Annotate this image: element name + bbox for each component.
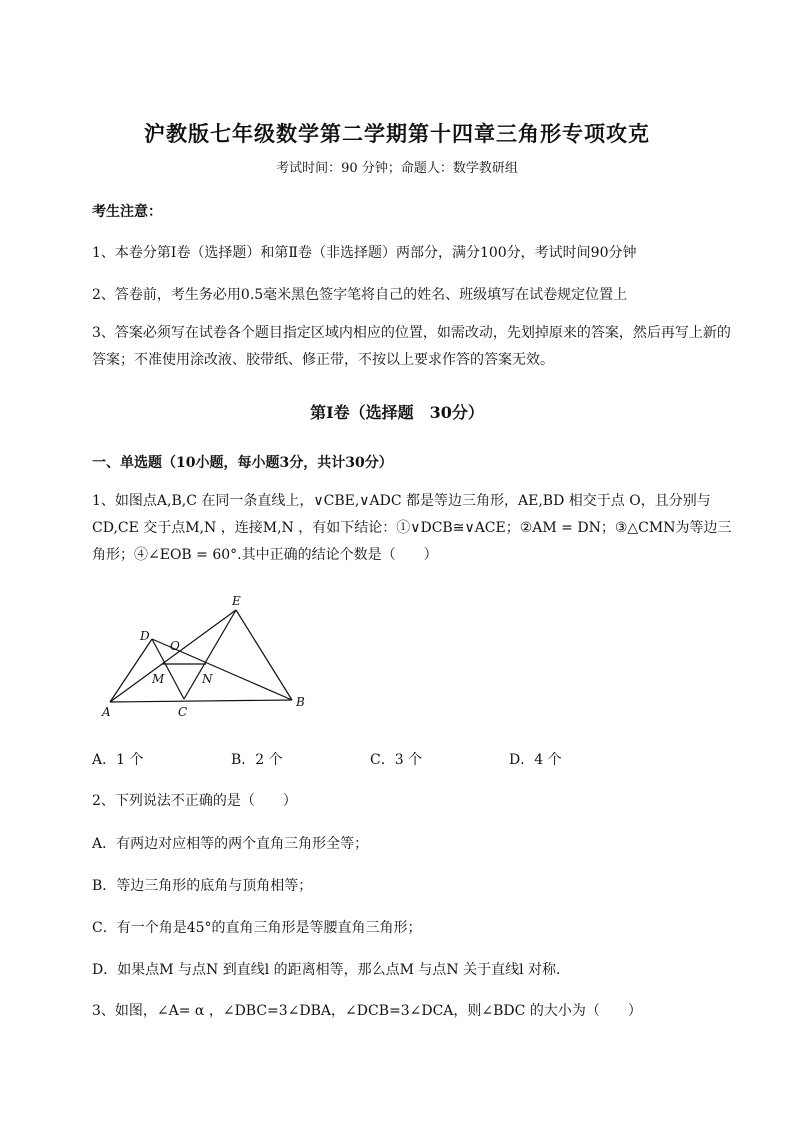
notice-3: 3、答案必须写在试卷各个题目指定区域内相应的位置，如需改动，先划掉原来的答案，然后再写上新的答案；不准使用涂改液、胶带纸、修正带，不按以上要求作答的答案无效。 [92,325,731,368]
notice-heading: 考生注意： [92,204,162,220]
q2-option-b: B．等边三角形的底角与顶角相等； [92,878,313,894]
page-title: 沪教版七年级数学第二学期第十四章三角形专项攻克 [144,121,650,146]
label-d: D [140,629,150,643]
q2-option-c: C．有一个角是45°的直角三角形是等腰直角三角形； [92,920,422,936]
label-e: E [232,594,241,608]
part-heading: 一、单选题（10小题，每小题3分，共计30分） [92,455,393,471]
section-title: 第Ⅰ卷（选择题 30分） [310,403,484,422]
q2-option-d: D．如果点M 与点N 到直线l 的距离相等，那么点M 与点N 关于直线l 对称． [92,962,571,978]
q1-option-a: A．1 个 [92,752,144,768]
notice-1: 1、本卷分第Ⅰ卷（选择题）和第Ⅱ卷（非选择题）两部分，满分100分，考试时间90分钟 [92,245,637,261]
q2-option-a: A．有两边对应相等的两个直角三角形全等； [92,836,369,852]
q1-option-d: D．4 个 [509,752,562,768]
segment-ab [110,700,292,702]
segment-ad [110,639,152,702]
segment-ae [110,610,236,702]
notice-2: 2、答卷前，考生务必用0.5毫米黑色签字笔将自己的姓名、班级填写在试卷规定位置上 [92,287,628,303]
q1-option-c: C．3 个 [370,752,423,768]
label-a: A [102,705,111,719]
label-o: O [170,639,180,653]
label-n: N [202,672,213,686]
question-1-figure [96,590,316,725]
question-1-text: 1、如图点A,B,C 在同一条直线上，∨CBE,∨ADC 都是等边三角形，AE,BD 相交于点 O，且分别与 CD,CE 交于点M,N ，连接M,N ，有如下结论：①∨DCB≅∨ACE；②AM = DN；③△CMN为等边三角形；④∠EOB = 60°.其中正确的结论个数是（ ） [92,493,732,563]
q1-option-b: B．2 个 [231,752,283,768]
question-2-text: 2、下列说法不正确的是（ ） [92,793,297,809]
label-m: M [152,672,165,686]
segment-eb [236,610,292,700]
exam-info: 考试时间：90 分钟；命题人：数学教研组 [276,161,518,176]
label-b: B [296,695,305,709]
label-c: C [178,705,188,719]
question-3-text: 3、如图，∠A= α ，∠DBC=3∠DBA，∠DCB=3∠DCA，则∠BDC 的大小为（ ） [92,1003,642,1019]
